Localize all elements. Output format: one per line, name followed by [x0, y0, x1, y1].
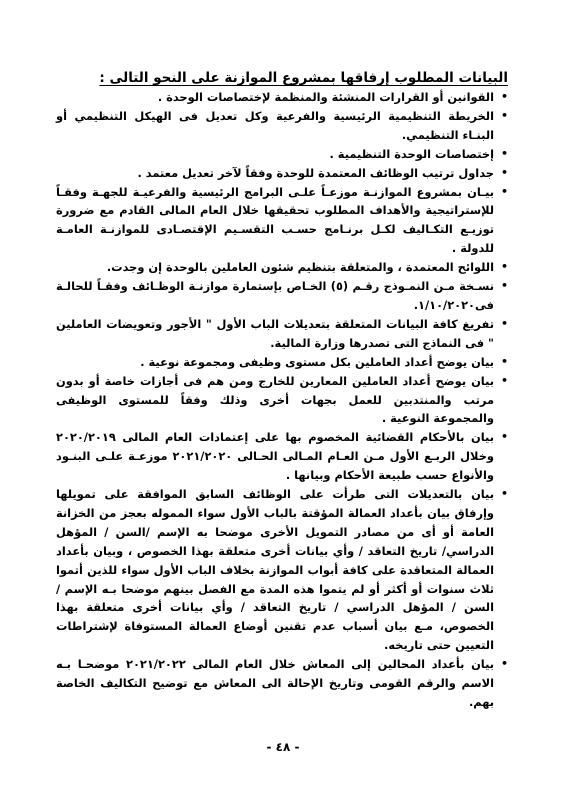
list-item: [56, 485, 508, 655]
bullet-icon: •: [500, 279, 508, 293]
list-item: [56, 353, 508, 372]
bullet-icon: •: [500, 260, 508, 274]
list-item: [56, 258, 508, 277]
list-item-text: إختصاصات الوحدة التنظيمية .: [329, 146, 494, 161]
list-item-text: اللوائح المعتمدة ، والمتعلقة بتنظيم شئون العاملين بالوحدة إن وجدت.: [106, 260, 494, 275]
list-item-text: القوانين أو القرارات المنشئة والمنظمة لإختصاصات الوحدة .: [157, 90, 494, 104]
section-heading: البيانات المطلوب إرفاقها بمشروع الموازنة على النحو التالى :: [99, 70, 508, 86]
list-item-text: بيان بالأحكام القضائية المخصوم بها على إعتمادات العام المالى ٢٠٢٠/٢٠١٩ وخلال الربـع الأول مـن العـام المـالى الحـالى ٢٠٢١/٢٠٢٠ موزعـة علـى البنـود والأنواع حسب طبيعة الأحكام وبيانها .: [56, 430, 494, 483]
list-item-text: بيان يوضح أعداد العاملين المعارين للخارج ومن هم فى أجازات خاصة أو بدون مرتب والمنتدبين للعمل بجهات أخرى وذلك وفقاً للمستوى الوظيفى والمجموعة النوعية .: [56, 373, 494, 426]
bullet-icon: •: [500, 430, 508, 444]
list-item-text: بيان بالتعديلات التى طرأت على الوظائف السابق الموافقة على تمويلها وإرفاق بيان بأعداد العمالة المؤقتة بالباب الأول سواء المموله بعجز من الخزانة العامة أو أى من مصادر التمويل الأخرى موضحا به الإسم /السن / المؤهل الدراسي/ تاريخ التعاقد / وأي بيانات أخرى متعلقة بهذا الخصوص ، وبيان بأعداد العمالة المتعاقدة على كافة أبواب الموازنة بخلاف الباب الأول سواء للذين أتموا ثلاث سنوات أو أكثر أو لم يتموا هذه المدة مع الفصل بينهم موضحا بـه الإسم / السن / المؤهل الدراسي / تاريخ التعاقد / وأي بيانات أخرى متعلقة بهذا الخصوص، مـع بيان أسباب عدم تقنين أوضاع العمالة المستوفاة لإشتراطات التعيين حتى تاريخه.: [56, 487, 494, 653]
list-item-text: الخريطة التنظيمية الرئيسية والفرعية وكل تعديل فى الهيكل التنظيمي أو البنـاء التنظيمي.: [56, 108, 494, 142]
list-item: [56, 428, 508, 485]
page-number: - ٤٨ -: [266, 740, 300, 754]
list-item: [56, 277, 508, 315]
bullet-icon: •: [500, 657, 508, 671]
list-item: [56, 315, 508, 353]
list-item: [56, 372, 508, 429]
bullet-icon: •: [500, 354, 508, 368]
requirements-list: [56, 88, 508, 712]
list-item: [56, 145, 508, 164]
list-item: [56, 164, 508, 183]
list-item: [56, 88, 508, 107]
list-item-text: تفريغ كافة البيانات المتعلقة بتعديلات الباب الأول " الأجور وتعويضات العاملين " فى النماذج التى تصدرها وزارة المالية.: [56, 316, 494, 350]
bullet-icon: •: [500, 316, 508, 330]
list-item-text: بيان يوضح أعداد العاملين بكل مستوى وظيفى ومجموعة نوعية .: [140, 354, 494, 369]
bullet-icon: •: [500, 108, 508, 122]
bullet-icon: •: [500, 165, 508, 179]
list-item-text: بيان بأعداد المحالين إلى المعاش خلال العام المالى ٢٠٢١/٢٠٢٢ موضحـا بـه الاسم والرقم القومى وتاريخ الإحالة الى المعاش مع توضيح التكاليف الخاصة بهم.: [56, 657, 494, 709]
bullet-icon: •: [500, 487, 508, 501]
bullet-icon: •: [500, 184, 508, 198]
list-item: [56, 655, 508, 712]
bullet-icon: •: [500, 373, 508, 387]
list-item-text: نسـخة مـن النمـوذج رقـم (٥) الخـاص بإستمارة موازنـة الوظـائف وفقـاً للحالـة فى١/١٠/٢٠٢٠.: [56, 279, 494, 312]
bullet-icon: •: [500, 146, 508, 160]
list-item-text: بيـان بمشروع الموازنـة موزعـاً علـى البرامج الرئيسية والفرعيـة للجهـة وفقـاً للإستراتيجية والأهداف المطلوب تحقيقها خلال العام المالى القادم مع ضرورة توزيـع التكـاليف لكـل برنـامج حسـب التقسـيم الإقتصـادى للموازنـة العامـة للدولة .: [56, 184, 494, 256]
list-item: [56, 183, 508, 259]
list-item-text: جداول ترتيب الوظائف المعتمدة للوحدة وفقاً لآخر تعديل معتمد .: [137, 165, 494, 180]
list-item: [56, 107, 508, 145]
bullet-icon: •: [500, 90, 508, 103]
